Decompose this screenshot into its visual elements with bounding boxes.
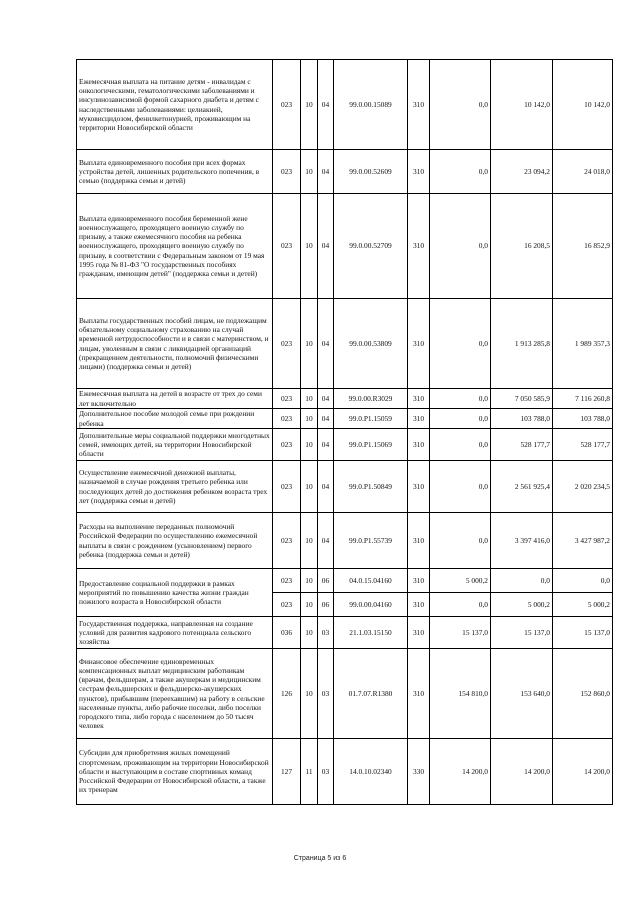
subsection-cell: 04 bbox=[318, 194, 334, 299]
table-row bbox=[77, 739, 613, 805]
sum-year-3-cell: 3 427 987,2 bbox=[553, 513, 613, 569]
row-name-cell: Финансовое обеспечение единовременных компенсационных выплат медицинским работникам (врачам, фельдшерам, а также акушеркам и медицинским сестрам фельдшерских и фельдшерско-акушерских пунктов), прибывшим (переехавшим) на работу в сельские населенные пункты, либо рабочие поселки, либо поселки городского типа, либо города с населением до 50 тысяч человек bbox=[77, 649, 273, 739]
sum-year-3-cell: 5 000,2 bbox=[553, 593, 613, 617]
table-row bbox=[77, 617, 613, 649]
target-article-cell: 01.7.07.R1380 bbox=[334, 649, 408, 739]
expense-type-cell: 310 bbox=[408, 513, 430, 569]
sum-year-3-cell: 7 116 260,8 bbox=[553, 389, 613, 409]
row-name-cell: Осуществление ежемесячной денежной выплаты, назначаемой в случае рождения третьего ребенка или последующих детей до достижения ребенком возраста трех лет (поддержка семьи и детей) bbox=[77, 461, 273, 513]
budget-table bbox=[76, 59, 613, 805]
admin-code-cell: 023 bbox=[273, 150, 301, 194]
sum-year-2-cell: 10 142,0 bbox=[491, 60, 553, 150]
subsection-cell: 03 bbox=[318, 739, 334, 805]
section-cell: 10 bbox=[301, 194, 318, 299]
table-row bbox=[77, 150, 613, 194]
admin-code-cell: 023 bbox=[273, 461, 301, 513]
expense-type-cell: 310 bbox=[408, 389, 430, 409]
sum-year-3-cell: 24 018,0 bbox=[553, 150, 613, 194]
sum-year-2-cell: 2 561 925,4 bbox=[491, 461, 553, 513]
admin-code-cell: 023 bbox=[273, 389, 301, 409]
table-row bbox=[77, 429, 613, 461]
admin-code-cell: 023 bbox=[273, 299, 301, 389]
row-name-cell: Субсидии для приобретения жилых помещений спортсменам, проживающим на территории Новосибирской области и выступающим в составе спортивных команд Российской Федерации от Новосибирской области, а также их тренерам bbox=[77, 739, 273, 805]
row-name-cell: Расходы на выполнение переданных полномочий Российской Федерации по осуществлению ежемесячной выплаты в связи с рождением (усыновлением) первого ребенка (поддержка семьи и детей) bbox=[77, 513, 273, 569]
sum-year-3-cell: 0,0 bbox=[553, 569, 613, 593]
admin-code-cell: 023 bbox=[273, 194, 301, 299]
sum-year-3-cell: 528 177,7 bbox=[553, 429, 613, 461]
target-article-cell: 99.0.P1.15059 bbox=[334, 409, 408, 429]
row-name-cell: Дополнительные меры социальной поддержки многодетных семей, имеющих детей, на территории Новосибирской области bbox=[77, 429, 273, 461]
admin-code-cell: 036 bbox=[273, 617, 301, 649]
expense-type-cell: 310 bbox=[408, 409, 430, 429]
row-name-cell: Выплата единовременного пособия при всех формах устройства детей, лишенных родительского попечения, в семью (поддержка семьи и детей) bbox=[77, 150, 273, 194]
table-row bbox=[77, 389, 613, 409]
expense-type-cell: 330 bbox=[408, 739, 430, 805]
expense-type-cell: 310 bbox=[408, 429, 430, 461]
sum-year-2-cell: 7 050 585,9 bbox=[491, 389, 553, 409]
sum-year-3-cell: 152 860,0 bbox=[553, 649, 613, 739]
row-name-cell: Предоставление социальной поддержки в рамках мероприятий по повышению качества жизни граждан пожилого возраста в Новосибирской области bbox=[77, 569, 273, 617]
subsection-cell: 03 bbox=[318, 649, 334, 739]
section-cell: 10 bbox=[301, 513, 318, 569]
expense-type-cell: 310 bbox=[408, 461, 430, 513]
sum-year-3-cell: 103 788,0 bbox=[553, 409, 613, 429]
admin-code-cell: 023 bbox=[273, 429, 301, 461]
table-row bbox=[77, 461, 613, 513]
sum-year-2-cell: 14 200,0 bbox=[491, 739, 553, 805]
sum-year-2-cell: 23 094,2 bbox=[491, 150, 553, 194]
target-article-cell: 99.0.00.53809 bbox=[334, 299, 408, 389]
section-cell: 10 bbox=[301, 299, 318, 389]
subsection-cell: 04 bbox=[318, 409, 334, 429]
sum-year-3-cell: 15 137,0 bbox=[553, 617, 613, 649]
section-cell: 10 bbox=[301, 617, 318, 649]
subsection-cell: 04 bbox=[318, 60, 334, 150]
sum-year-1-cell: 5 000,2 bbox=[430, 569, 491, 593]
expense-type-cell: 310 bbox=[408, 194, 430, 299]
admin-code-cell: 127 bbox=[273, 739, 301, 805]
expense-type-cell: 310 bbox=[408, 593, 430, 617]
admin-code-cell: 126 bbox=[273, 649, 301, 739]
target-article-cell: 21.1.03.15150 bbox=[334, 617, 408, 649]
table-row bbox=[77, 299, 613, 389]
table-row bbox=[77, 513, 613, 569]
table-row bbox=[77, 60, 613, 150]
target-article-cell: 99.0.00.04160 bbox=[334, 593, 408, 617]
section-cell: 10 bbox=[301, 60, 318, 150]
row-name-cell: Государственная поддержка, направленная на создание условий для развития кадрового потенциала сельского хозяйства bbox=[77, 617, 273, 649]
target-article-cell: 99.0.P1.50849 bbox=[334, 461, 408, 513]
expense-type-cell: 310 bbox=[408, 299, 430, 389]
subsection-cell: 04 bbox=[318, 150, 334, 194]
sum-year-1-cell: 15 137,0 bbox=[430, 617, 491, 649]
page-footer: Страница 5 из 6 bbox=[293, 855, 347, 862]
section-cell: 11 bbox=[301, 739, 318, 805]
section-cell: 10 bbox=[301, 409, 318, 429]
sum-year-1-cell: 154 810,0 bbox=[430, 649, 491, 739]
expense-type-cell: 310 bbox=[408, 150, 430, 194]
subsection-cell: 04 bbox=[318, 299, 334, 389]
sum-year-1-cell: 0,0 bbox=[430, 429, 491, 461]
sum-year-1-cell: 0,0 bbox=[430, 150, 491, 194]
sum-year-1-cell: 0,0 bbox=[430, 461, 491, 513]
row-name-cell: Дополнительное пособие молодой семье при рождении ребенка bbox=[77, 409, 273, 429]
sum-year-1-cell: 0,0 bbox=[430, 194, 491, 299]
table-row bbox=[77, 409, 613, 429]
admin-code-cell: 023 bbox=[273, 60, 301, 150]
sum-year-2-cell: 1 913 285,8 bbox=[491, 299, 553, 389]
expense-type-cell: 310 bbox=[408, 569, 430, 593]
table-row bbox=[77, 569, 613, 593]
sum-year-1-cell: 0,0 bbox=[430, 299, 491, 389]
sum-year-3-cell: 10 142,0 bbox=[553, 60, 613, 150]
table-row bbox=[77, 194, 613, 299]
admin-code-cell: 023 bbox=[273, 593, 301, 617]
section-cell: 10 bbox=[301, 569, 318, 593]
expense-type-cell: 310 bbox=[408, 60, 430, 150]
subsection-cell: 04 bbox=[318, 389, 334, 409]
target-article-cell: 04.0.15.04160 bbox=[334, 569, 408, 593]
sum-year-1-cell: 0,0 bbox=[430, 409, 491, 429]
row-name-cell: Выплаты государственных пособий лицам, не подлежащим обязательному социальному страхованию на случай временной нетрудоспособности и в связи с материнством, и лицам, уволенным в связи с ликвидацией организаций (прекращением деятельности, полномочий физическими лицами) (поддержка семьи и детей) bbox=[77, 299, 273, 389]
sum-year-2-cell: 153 640,0 bbox=[491, 649, 553, 739]
target-article-cell: 99.0.P1.15069 bbox=[334, 429, 408, 461]
expense-type-cell: 310 bbox=[408, 649, 430, 739]
subsection-cell: 06 bbox=[318, 593, 334, 617]
table-row bbox=[77, 649, 613, 739]
sum-year-2-cell: 528 177,7 bbox=[491, 429, 553, 461]
sum-year-1-cell: 0,0 bbox=[430, 389, 491, 409]
sum-year-2-cell: 3 397 416,0 bbox=[491, 513, 553, 569]
target-article-cell: 99.0.00.52609 bbox=[334, 150, 408, 194]
target-article-cell: 99.0.00.52709 bbox=[334, 194, 408, 299]
subsection-cell: 04 bbox=[318, 513, 334, 569]
sum-year-1-cell: 14 200,0 bbox=[430, 739, 491, 805]
target-article-cell: 14.0.10.02340 bbox=[334, 739, 408, 805]
target-article-cell: 99.0.P1.55739 bbox=[334, 513, 408, 569]
section-cell: 10 bbox=[301, 429, 318, 461]
row-name-cell: Ежемесячная выплата на питание детям - инвалидам с онкологическими, гематологическими заболеваниями и инсулинозависимой формой сахарного диабета и детям с наследственными заболеваниями: целиакией, муковисцидозом, фенилкетонурией, проживающим на территории Новосибирской области bbox=[77, 60, 273, 150]
sum-year-2-cell: 16 208,5 bbox=[491, 194, 553, 299]
section-cell: 10 bbox=[301, 649, 318, 739]
sum-year-3-cell: 1 989 357,3 bbox=[553, 299, 613, 389]
sum-year-2-cell: 0,0 bbox=[491, 569, 553, 593]
row-name-cell: Выплата единовременного пособия беременной жене военнослужащего, проходящего военную службу по призыву, а также ежемесячного пособия на ребенка военнослужащего, проходящего военную службу по призыву, в соответствии с Федеральным законом от 19 мая 1995 года № 81-ФЗ "О государственных пособиях гражданам, имеющим детей" (поддержка семьи и детей) bbox=[77, 194, 273, 299]
target-article-cell: 99.0.00.R3029 bbox=[334, 389, 408, 409]
section-cell: 10 bbox=[301, 389, 318, 409]
sum-year-2-cell: 15 137,0 bbox=[491, 617, 553, 649]
admin-code-cell: 023 bbox=[273, 409, 301, 429]
row-name-cell: Ежемесячная выплата на детей в возрасте от трех до семи лет включительно bbox=[77, 389, 273, 409]
subsection-cell: 03 bbox=[318, 617, 334, 649]
sum-year-2-cell: 5 000,2 bbox=[491, 593, 553, 617]
subsection-cell: 04 bbox=[318, 429, 334, 461]
sum-year-3-cell: 14 200,0 bbox=[553, 739, 613, 805]
subsection-cell: 04 bbox=[318, 461, 334, 513]
target-article-cell: 99.0.00.15089 bbox=[334, 60, 408, 150]
sum-year-1-cell: 0,0 bbox=[430, 593, 491, 617]
section-cell: 10 bbox=[301, 150, 318, 194]
sum-year-1-cell: 0,0 bbox=[430, 513, 491, 569]
section-cell: 10 bbox=[301, 593, 318, 617]
expense-type-cell: 310 bbox=[408, 617, 430, 649]
sum-year-3-cell: 2 020 234,5 bbox=[553, 461, 613, 513]
sum-year-2-cell: 103 788,0 bbox=[491, 409, 553, 429]
sum-year-1-cell: 0,0 bbox=[430, 60, 491, 150]
admin-code-cell: 023 bbox=[273, 569, 301, 593]
admin-code-cell: 023 bbox=[273, 513, 301, 569]
sum-year-3-cell: 16 852,9 bbox=[553, 194, 613, 299]
subsection-cell: 06 bbox=[318, 569, 334, 593]
section-cell: 10 bbox=[301, 461, 318, 513]
